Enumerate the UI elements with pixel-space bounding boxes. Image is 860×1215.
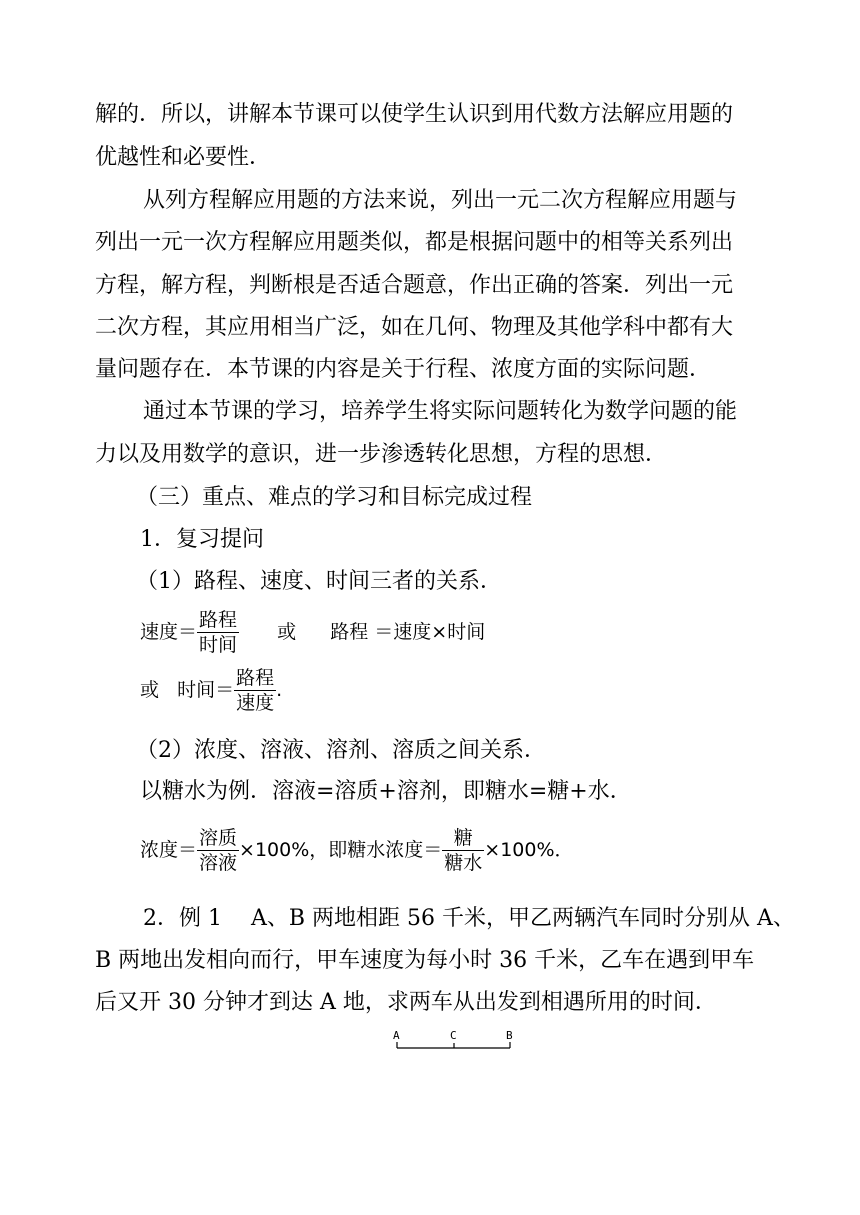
- paragraph-line: 二次方程，其应用相当广泛，如在几何、物理及其他学科中都有大: [95, 315, 734, 340]
- paragraph-line: 解的．所以，讲解本节课可以使学生认识到用代数方法解应用题的: [95, 102, 734, 127]
- fraction: [197, 608, 239, 657]
- formula-lhs: 浓度＝: [140, 839, 198, 861]
- formula-or: 或: [277, 621, 297, 643]
- paragraph-line: 后又开 30 分钟才到达 A 地，求两车从出发到相遇所用的时间．: [95, 990, 717, 1015]
- label-a: A: [393, 1029, 400, 1042]
- subsection-heading: 1．复习提问: [140, 527, 264, 552]
- question-item: （1）路程、速度、时间三者的关系．: [136, 569, 502, 594]
- label-c: C: [450, 1029, 457, 1042]
- formula-time: [140, 666, 282, 715]
- fraction-denominator: 速度: [236, 692, 275, 714]
- section-heading: （三）重点、难点的学习和目标完成过程: [136, 485, 533, 510]
- paragraph-line: 从列方程解应用题的方法来说，列出一元二次方程解应用题与: [143, 188, 738, 213]
- fraction: [197, 826, 239, 875]
- formula-tail: ×100%．: [484, 839, 574, 861]
- paragraph-line: 2．例 1 A、B 两地相距 56 千米，甲乙两辆汽车同时分别从 A、: [143, 906, 795, 931]
- paragraph-line: 列出一元一次方程解应用题类似，都是根据问题中的相等关系列出: [95, 230, 734, 255]
- formula-concentration: [140, 826, 574, 875]
- paragraph-line: 通过本节课的学习，培养学生将实际问题转化为数学问题的能: [143, 399, 738, 424]
- fraction: [234, 666, 276, 715]
- paragraph-line: 力以及用数学的意识，进一步渗透转化思想，方程的思想．: [95, 442, 668, 467]
- fraction-denominator: 糖水: [444, 852, 483, 874]
- question-item: （2）浓度、溶液、溶剂、溶质之间关系．: [136, 738, 546, 763]
- paragraph-line: B 两地出发相向而行，甲车速度为每小时 36 千米，乙车在遇到甲车: [95, 948, 755, 973]
- label-b: B: [506, 1029, 513, 1042]
- fraction-denominator: 时间: [199, 634, 238, 656]
- formula-speed: [140, 608, 485, 657]
- formula-mid: ×100%，即糖水浓度＝: [239, 839, 443, 861]
- fraction-denominator: 溶液: [199, 852, 238, 874]
- formula-lhs: 时间＝: [177, 679, 235, 701]
- fraction: [442, 826, 484, 875]
- formula-or: 或: [140, 679, 160, 701]
- fraction-numerator: 糖: [442, 826, 484, 851]
- fraction-numerator: 路程: [236, 667, 275, 689]
- paragraph-line: 优越性和必要性．: [95, 145, 272, 170]
- paragraph-line: 以糖水为例．溶液=溶质+溶剂，即糖水=糖+水．: [140, 779, 632, 804]
- paragraph-line: 量问题存在．本节课的内容是关于行程、浓度方面的实际问题．: [95, 357, 712, 382]
- fraction-numerator: 路程: [199, 609, 238, 631]
- fraction-numerator: 溶质: [199, 827, 238, 849]
- paragraph-line: 方程，解方程，判断根是否适合题意，作出正确的答案．列出一元: [95, 273, 734, 298]
- formula-rhs: 路程 ＝速度×时间: [330, 621, 486, 643]
- formula-lhs: 速度＝: [140, 621, 198, 643]
- formula-tail: .: [276, 679, 283, 701]
- segment-diagram: [390, 1029, 520, 1055]
